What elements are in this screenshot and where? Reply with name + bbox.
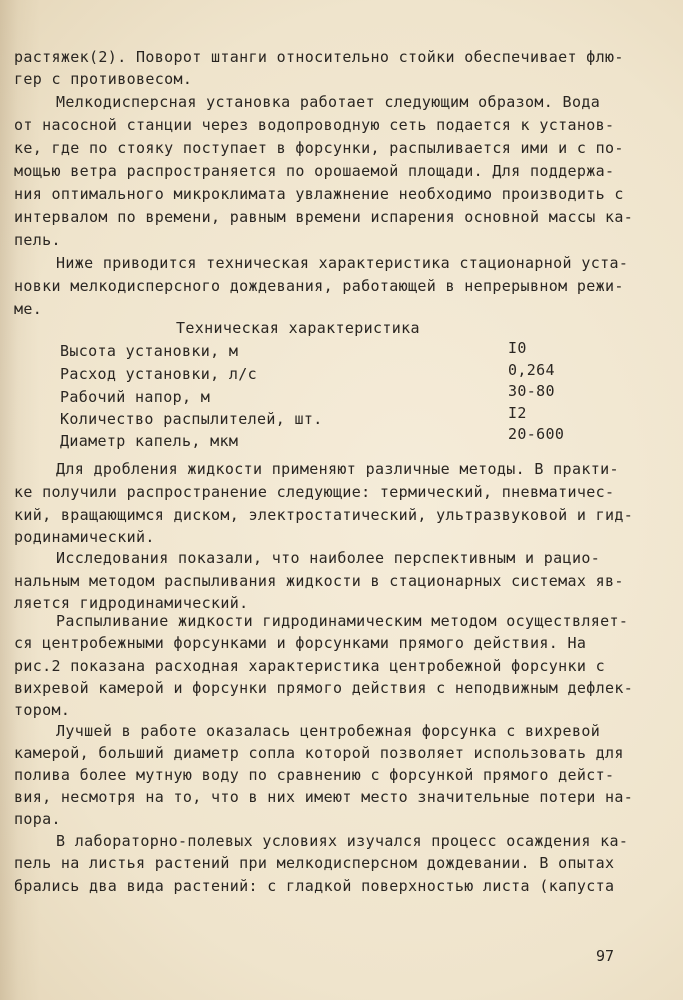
text-line: рис.2 показана расходная характеристика центробежной форсунки с (14, 657, 605, 675)
spec-row-label: Рабочий напор, м (60, 388, 211, 406)
text-line: нальным методом распыливания жидкости в стационарных системах яв- (14, 572, 624, 590)
text-line: ся центробежными форсунками и форсунками прямого действия. На (14, 634, 587, 652)
text-line: пора. (14, 810, 61, 828)
text-line: мощью ветра распространяется по орошаемой площади. Для поддержа- (14, 162, 615, 180)
text-line: ния оптимального микроклимата увлажнение необходимо производить с (14, 185, 624, 203)
text-line: растяжек(2). Поворот штанги относительно стойки обеспечивает флю- (14, 48, 624, 66)
text-line: В лабораторно-полевых условиях изучался процесс осаждения ка- (56, 832, 629, 850)
text-line: ме. (14, 300, 43, 318)
text-line: пель на листья растений при мелкодисперсном дождевании. В опытах (14, 854, 615, 872)
text-line: пель. (14, 231, 61, 249)
text-line: Для дробления жидкости применяют различные методы. В практи- (56, 460, 619, 478)
text-line: камерой, больший диаметр сопла которой позволяет использовать для (14, 744, 624, 762)
spec-row-value: 0,264 (508, 361, 555, 379)
spec-row-label: Диаметр капель, мкм (60, 432, 239, 450)
spec-row-value: 20-600 (508, 425, 565, 443)
spec-row-value: 30-80 (508, 382, 555, 400)
text-line: вия, несмотря на то, что в них имеют место значительные потери на- (14, 788, 634, 806)
text-line: Лучшей в работе оказалась центробежная форсунка с вихревой (56, 722, 601, 740)
text-line: полива более мутную воду по сравнению с форсункой прямого дейст- (14, 766, 615, 784)
text-line: ляется гидродинамический. (14, 594, 249, 612)
spec-row-value: I2 (508, 404, 527, 422)
spec-table-title: Техническая характеристика (176, 319, 420, 337)
spec-row-value: I0 (508, 339, 527, 357)
text-line: от насосной станции через водопроводную сеть подается к установ- (14, 116, 615, 134)
text-line: кий, вращающимся диском, электростатический, ультразвуковой и гид- (14, 506, 634, 524)
text-line: Ниже приводится техническая характеристика стационарной уста- (56, 254, 629, 272)
text-line: гер с противовесом. (14, 70, 193, 88)
text-line: родинамический. (14, 528, 155, 546)
text-line: вихревой камерой и форсунки прямого действия с неподвижным дефлек- (14, 679, 634, 697)
text-line: брались два вида растений: с гладкой поверхностью листа (капуста (14, 877, 615, 895)
text-line: Мелкодисперсная установка работает следующим образом. Вода (56, 93, 601, 111)
text-line: тором. (14, 701, 71, 719)
text-line: Исследования показали, что наиболее перспективным и рацио- (56, 549, 601, 567)
spec-row-label: Высота установки, м (60, 342, 239, 360)
text-line: интервалом по времени, равным времени испарения основной массы ка- (14, 208, 634, 226)
text-line: Распыливание жидкости гидродинамическим методом осуществляет- (56, 612, 629, 630)
text-line: ке получили распространение следующие: термический, пневматичес- (14, 483, 615, 501)
text-line: новки мелкодисперсного дождевания, работающей в непрерывном режи- (14, 277, 624, 295)
spec-row-label: Расход установки, л/с (60, 365, 257, 383)
spec-row-label: Количество распылителей, шт. (60, 410, 323, 428)
page-number: 97 (596, 947, 615, 965)
text-line: ке, где по стояку поступает в форсунки, распыливается ими и с по- (14, 139, 624, 157)
